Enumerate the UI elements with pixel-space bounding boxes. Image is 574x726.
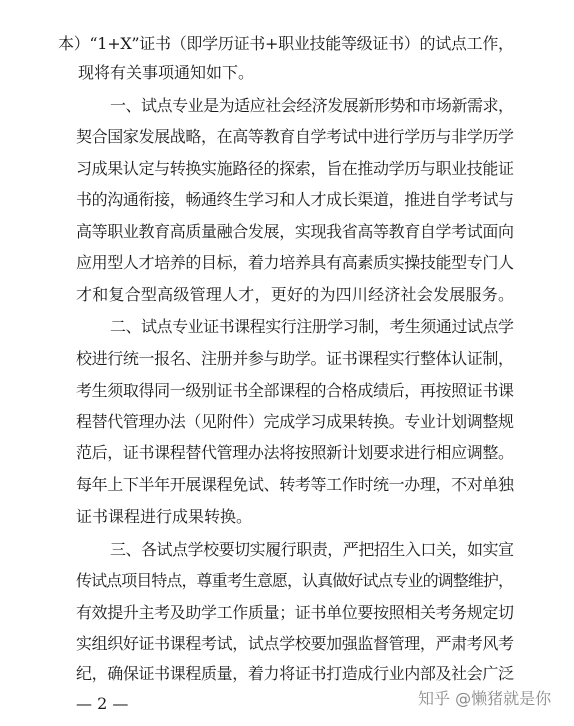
body-line: 考生须取得同一级别证书全部课程的合格成绩后，再按照证书课 — [76, 381, 514, 400]
body-line: 高等职业教育高质量融合发展，实现我省高等教育自学考试面向 — [76, 222, 514, 241]
body-line: 现将有关事项通知如下。 — [78, 63, 255, 82]
body-line: 有效提升主考及助学工作质量；证书单位要按照相关考务规定切 — [76, 603, 514, 622]
body-line: 习成果认定与转换实施路径的探索，旨在推动学历与职业技能证 — [76, 159, 514, 178]
body-line: 书的沟通衔接，畅通终生学习和人才成长渠道，推进自学考试与 — [76, 190, 514, 209]
body-line: 纪，确保证书课程质量，着力将证书打造成行业内部及社会广泛 — [76, 664, 514, 683]
body-line: 传试点项目特点，尊重考生意愿，认真做好试点专业的调整维护， — [76, 571, 514, 590]
body-line: 契合国家发展战略，在高等教育自学考试中进行学历与非学历学 — [76, 127, 514, 146]
body-line: 一、试点专业是为适应社会经济发展新形势和市场新需求， — [110, 96, 514, 115]
body-line: 校进行统一报名、注册并参与助学。证书课程实行整体认证制， — [76, 349, 514, 368]
body-line: 才和复合型高级管理人才，更好的为四川经济社会发展服务。 — [76, 285, 515, 304]
body-line: 实组织好证书课程考试，试点学校要加强监督管理，严肃考风考 — [76, 634, 514, 653]
watermark-text: 知乎 @懒猪就是你 — [418, 689, 552, 708]
body-line: 应用型人才培养的目标，着力培养具有高素质实操技能型专门人 — [76, 253, 514, 272]
body-line: 本）“1+X”证书（即学历证书+职业技能等级证书）的试点工作， — [58, 34, 514, 53]
body-line: 范后，证书课程替代管理办法将按照新计划要求进行相应调整。 — [76, 443, 514, 462]
body-line: 证书课程进行成果转换。 — [76, 507, 253, 526]
body-line: 三、各试点学校要切实履行职责，严把招生入口关，如实宣 — [110, 540, 514, 559]
body-line: 每年上下半年开展课程免试、转考等工作时统一办理，不对单独 — [76, 475, 514, 494]
body-line: 二、试点专业证书课程实行注册学习制，考生须通过试点学 — [110, 317, 514, 336]
body-line: 程替代管理办法（见附件）完成学习成果转换。专业计划调整规 — [76, 412, 514, 431]
page-number: — 2 — — [76, 694, 129, 713]
